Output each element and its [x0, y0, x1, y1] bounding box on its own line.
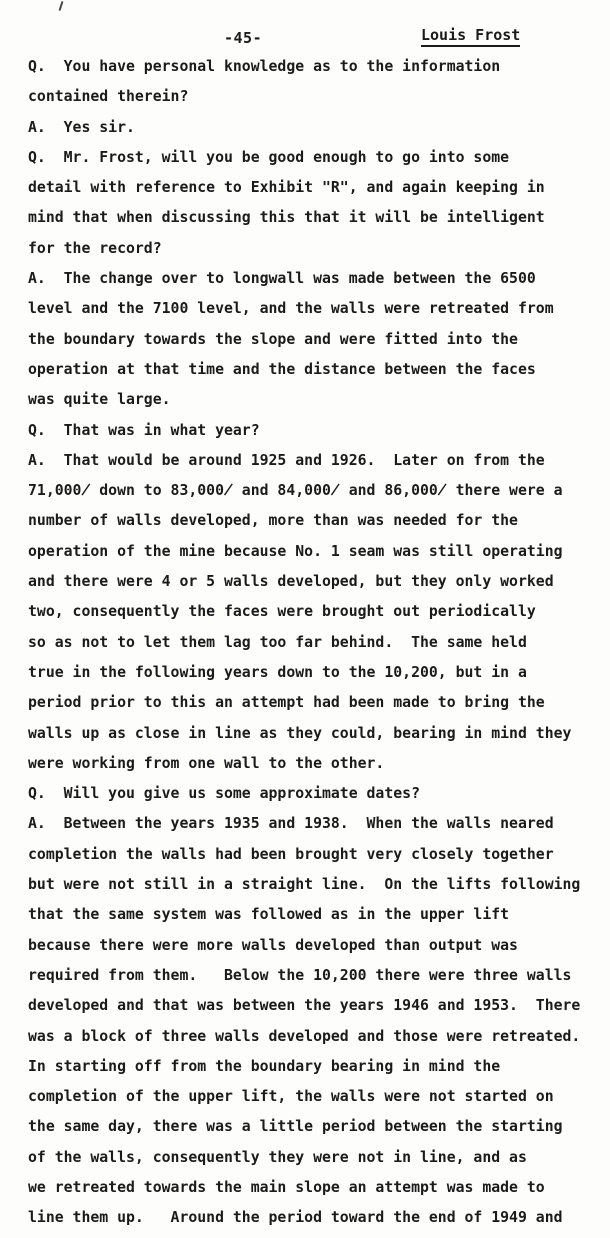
transcript-line: two, consequently the faces were brought out periodically: [28, 603, 536, 621]
transcript-line: the boundary towards the slope and were fitted into the: [28, 330, 518, 348]
transcript-line: was quite large.: [28, 391, 171, 409]
transcript-line: walls up as close in line as they could, bearing in mind they: [28, 724, 572, 742]
transcript-line: period prior to this an attempt had been made to bring the: [28, 694, 545, 712]
transcript-line: detail with reference to Exhibit "R", and again keeping in: [28, 179, 545, 197]
transcript-line: completion of the upper lift, the walls were not started on: [28, 1088, 554, 1106]
transcript-line: Q. You have personal knowledge as to the information: [28, 58, 501, 75]
transcript-line: operation of the mine because No. 1 seam was still operating: [28, 542, 563, 560]
transcript-line: line them up. Around the period toward the end of 1949 and: [28, 1209, 563, 1227]
transcript-line: contained therein?: [28, 88, 189, 106]
transcript-line: we retreated towards the main slope an attempt was made to: [28, 1178, 545, 1196]
transcript-line: because there were more walls developed than output was: [28, 936, 518, 954]
transcript-line: Q. Will you give us some approximate dates?: [28, 785, 420, 803]
transcript-line: A. Yes sir.: [28, 118, 135, 136]
transcript-line: true in the following years down to the 10,200, but in a: [28, 663, 527, 681]
page-header: [0, 0, 610, 52]
transcript-line: Q. Mr. Frost, will you be good enough to go into some: [28, 148, 510, 166]
transcript-line: Q. That was in what year?: [28, 421, 260, 439]
page-number: -45-: [224, 29, 263, 47]
transcript-line: completion the walls had been brought very closely together: [28, 845, 554, 863]
transcript-line: mind that when discussing this that it will be intelligent: [28, 209, 545, 227]
transcript-line: A. Between the years 1935 and 1938. When the walls neared: [28, 815, 554, 833]
transcript-body: [28, 52, 606, 1234]
transcript-line: but were not still in a straight line. On the lifts following: [28, 876, 581, 894]
transcript-line: level and the 7100 level, and the walls were retreated from: [28, 300, 554, 318]
transcript-line: of the walls, consequently they were not in line, and as: [28, 1148, 527, 1166]
transcript-line: the same day, there was a little period between the starting: [28, 1118, 563, 1136]
transcript-line: developed and that was between the years 1946 and 1953. There: [28, 997, 581, 1015]
transcript-line: that the same system was followed as in the upper lift: [28, 906, 510, 924]
witness-name: Louis Frost: [421, 26, 520, 47]
transcript-line: A. That would be around 1925 and 1926. Later on from the: [28, 451, 545, 469]
transcript-line: number of walls developed, more than was needed for the: [28, 512, 518, 530]
transcript-line: In starting off from the boundary bearing in mind the: [28, 1057, 501, 1075]
transcript-line: for the record?: [28, 239, 162, 257]
transcript-line: was a block of three walls developed and those were retreated.: [28, 1027, 581, 1045]
transcript-line: A. The change over to longwall was made between the 6500: [28, 270, 536, 288]
transcript-line: were working from one wall to the other.: [28, 754, 385, 772]
transcript-line: and there were 4 or 5 walls developed, but they only worked: [28, 573, 554, 591]
transcript-line: 71,000̸ down to 83,000̸ and 84,000̸ and 86,000̸ there were a: [28, 482, 563, 500]
transcript-line: so as not to let them lag too far behind. The same held: [28, 633, 527, 651]
transcript-line: required from them. Below the 10,200 there were three walls: [28, 966, 572, 984]
transcript-line: operation at that time and the distance between the faces: [28, 360, 536, 378]
